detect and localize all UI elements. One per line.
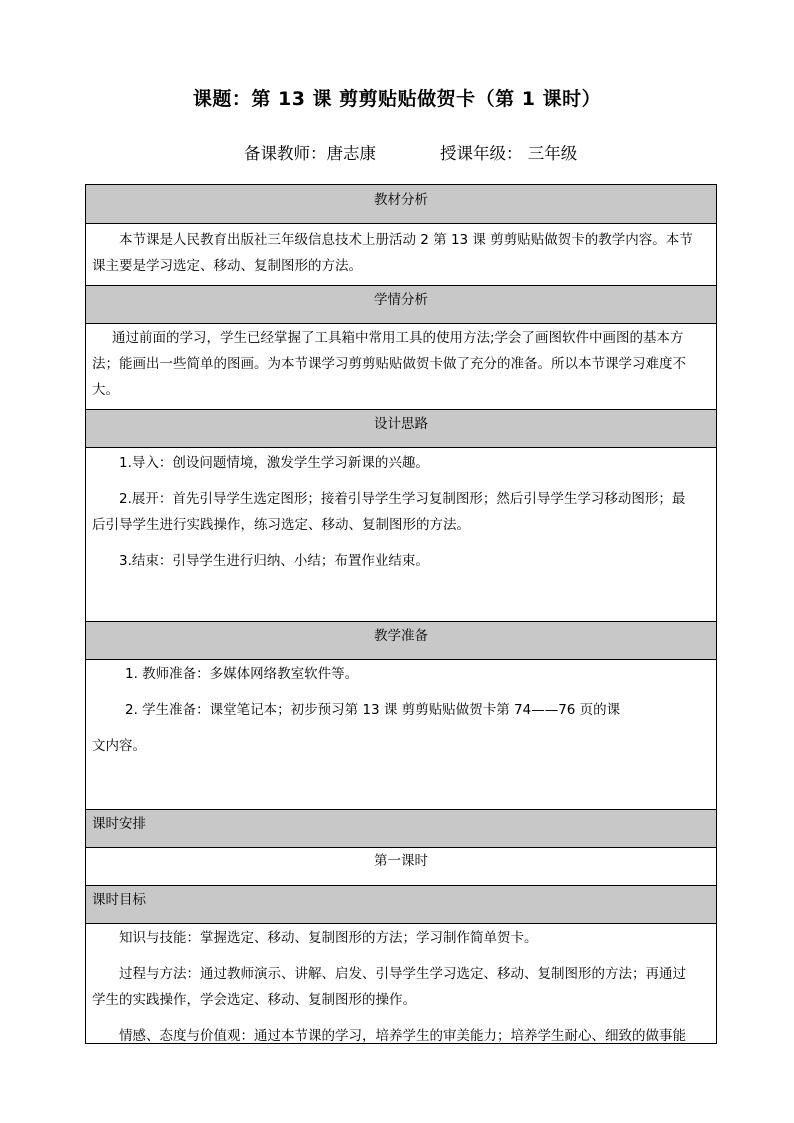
section-title: 课时安排: [92, 816, 146, 832]
text-line: 知识与技能：掌握选定、移动、复制图形的方法；学习制作简单贺卡。: [119, 930, 538, 946]
text-line: 大。: [92, 382, 119, 398]
lesson-plan-table: [85, 184, 717, 1044]
text-line: 后引导学生进行实践操作，练习选定、移动、复制图形的方法。: [92, 517, 470, 533]
teacher-info: 备课教师：唐志康: [244, 144, 376, 163]
section-title: 设计思路: [374, 416, 428, 432]
lesson-title: 课题：第 13 课 剪剪贴贴做贺卡（第 1 课时）: [192, 88, 602, 110]
section-body-design: [86, 447, 716, 621]
text-line: 通过前面的学习，学生已经掌握了工具箱中常用工具的使用方法;学会了画图软件中画图的基本方: [112, 330, 684, 346]
section-header-textbook: [86, 185, 716, 223]
text-line: 情感、态度与价值观：通过本节课的学习，培养学生的审美能力；培养学生耐心、细致的做事能: [119, 1028, 686, 1044]
text-line: 2.展开：首先引导学生选定图形；接着引导学生学习复制图形；然后引导学生学习移动图形；最: [119, 491, 686, 507]
text-line: 文内容。: [92, 738, 146, 754]
section-title: 学情分析: [374, 292, 428, 308]
grade-info: 授课年级： 三年级: [440, 144, 578, 163]
lesson-count: 第一课时: [374, 853, 428, 869]
section-title: 教学准备: [374, 628, 428, 644]
section-header-design: [86, 409, 716, 447]
section-body-goals: [86, 923, 716, 1043]
section-body-prep: [86, 659, 716, 809]
text-line: 本节课是人民教育出版社三年级信息技术上册活动 2 第 13 课 剪剪贴贴做贺卡的教学内容。本节: [119, 232, 693, 248]
text-line: 法；能画出一些简单的图画。为本节课学习剪剪贴贴做贺卡做了充分的准备。所以本节课学习难度不: [92, 356, 686, 372]
section-body-students: [86, 323, 716, 409]
section-title: 课时目标: [92, 892, 146, 908]
text-line: 学生的实践操作，学会选定、移动、复制图形的操作。: [92, 992, 416, 1008]
text-line: 课主要是学习选定、移动、复制图形的方法。: [92, 258, 362, 274]
section-header-prep: [86, 621, 716, 659]
section-header-students: [86, 285, 716, 323]
text-line: 1. 教师准备：多媒体网络教室软件等。: [125, 666, 359, 682]
section-title: 教材分析: [374, 192, 428, 208]
text-line: 1.导入：创设问题情境，激发学生学习新课的兴趣。: [119, 455, 429, 471]
section-header-goals: [86, 885, 716, 923]
text-line: 3.结束：引导学生进行归纳、小结；布置作业结束。: [119, 553, 429, 569]
text-line: 2. 学生准备：课堂笔记本；初步预习第 13 课 剪剪贴贴做贺卡第 74——76 页的课: [125, 702, 621, 718]
section-header-schedule: [86, 809, 716, 847]
section-body-schedule: [86, 847, 716, 885]
text-line: 过程与方法：通过教师演示、讲解、启发、引导学生学习选定、移动、复制图形的方法；再通过: [119, 966, 686, 982]
section-body-textbook: [86, 223, 716, 285]
